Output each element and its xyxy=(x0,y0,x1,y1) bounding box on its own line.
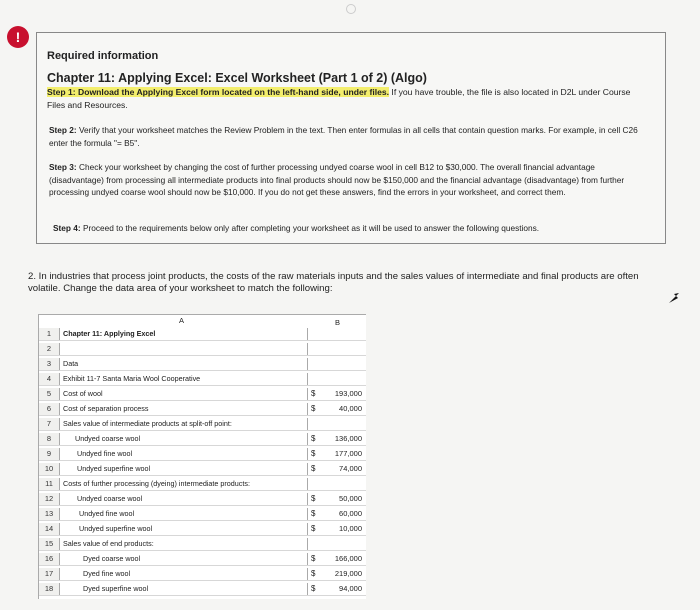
dollar-sign: $ xyxy=(311,554,316,563)
required-information-label: Required information xyxy=(47,50,159,62)
step-2-body: Verify that your worksheet matches the Review Problem in the text. Then enter formulas in all cells that contain question marks. For example, in cell C26 enter the formula "= B5". xyxy=(49,125,638,148)
row-number[interactable]: 12 xyxy=(39,493,60,505)
row-number[interactable]: 9 xyxy=(39,448,60,460)
alert-icon: ! xyxy=(7,26,29,48)
cell-a[interactable]: Undyed coarse wool xyxy=(77,494,143,503)
cell-a[interactable]: Data xyxy=(63,359,79,368)
worksheet-row xyxy=(39,328,366,341)
dollar-sign: $ xyxy=(311,584,316,593)
cell-a[interactable]: Dyed superfine wool xyxy=(83,584,149,593)
cell-a[interactable]: Exhibit 11-7 Santa Maria Wool Cooperative xyxy=(63,374,201,383)
cell-a[interactable]: Undyed fine wool xyxy=(77,449,133,458)
row-number[interactable]: 8 xyxy=(39,433,60,445)
worksheet-row xyxy=(39,508,366,521)
dollar-sign: $ xyxy=(311,404,316,413)
cell-value: 60,000 xyxy=(339,509,362,518)
worksheet-row xyxy=(39,403,366,416)
cell-b[interactable] xyxy=(307,538,366,550)
dollar-sign: $ xyxy=(311,524,316,533)
worksheet-row xyxy=(39,478,366,491)
row-number[interactable]: 15 xyxy=(39,538,60,550)
cell-a[interactable]: Undyed superfine wool xyxy=(79,524,153,533)
worksheet-row xyxy=(39,553,366,566)
cell-a[interactable]: Undyed superfine wool xyxy=(77,464,151,473)
cell-a[interactable]: Dyed fine wool xyxy=(83,569,131,578)
worksheet-row xyxy=(39,568,366,581)
excel-worksheet xyxy=(38,314,366,599)
step-4-label: Step 4: xyxy=(53,223,81,233)
dollar-sign: $ xyxy=(311,389,316,398)
required-information-box xyxy=(36,32,666,244)
cell-b[interactable] xyxy=(307,343,366,355)
chapter-title: Chapter 11: Applying Excel: Excel Worksheet (Part 1 of 2) (Algo) xyxy=(47,71,427,85)
worksheet-row xyxy=(39,463,366,476)
cell-a[interactable]: Cost of wool xyxy=(63,389,103,398)
cell-b[interactable] xyxy=(307,433,366,445)
cell-value: 177,000 xyxy=(334,449,362,458)
cell-a[interactable]: Dyed coarse wool xyxy=(83,554,141,563)
cell-b[interactable] xyxy=(307,373,366,385)
cell-b[interactable] xyxy=(307,448,366,460)
cursor-arrow-icon xyxy=(668,292,680,304)
row-number[interactable]: 6 xyxy=(39,403,60,415)
cell-value: 136,000 xyxy=(334,434,362,443)
cell-b[interactable] xyxy=(307,508,366,520)
worksheet-row xyxy=(39,373,366,386)
step-3-body: Check your worksheet by changing the cost of further processing undyed coarse wool in cell B12 to $30,000. The overall financial advantage (disadvantage) from processing all intermediate products into final products should now be $150,000 and the financial advantage (disadvantage) from further processing undyed coarse wool should now be $10,000. If you do not get these answers, find the errors in your worksheet, and correct them. xyxy=(49,162,625,197)
cell-b[interactable] xyxy=(307,553,366,565)
worksheet-row xyxy=(39,583,366,596)
cell-b[interactable] xyxy=(307,523,366,535)
cell-b[interactable] xyxy=(307,328,366,340)
step-1-highlight[interactable]: Step 1: Download the Applying Excel form located on the left-hand side, under files. xyxy=(47,87,390,97)
worksheet-row xyxy=(39,433,366,446)
row-number[interactable]: 18 xyxy=(39,583,60,595)
worksheet-row xyxy=(39,343,366,356)
cell-a[interactable]: Undyed fine wool xyxy=(79,509,135,518)
cell-value: 94,000 xyxy=(339,584,362,593)
row-number[interactable]: 3 xyxy=(39,358,60,370)
top-decoration-dot xyxy=(346,4,356,14)
cell-a[interactable]: Undyed coarse wool xyxy=(75,434,141,443)
cell-value: 74,000 xyxy=(339,464,362,473)
cell-b[interactable] xyxy=(307,568,366,580)
cell-a[interactable]: Cost of separation process xyxy=(63,404,149,413)
cell-value: 10,000 xyxy=(339,524,362,533)
row-number[interactable]: 16 xyxy=(39,553,60,565)
row-number[interactable]: 13 xyxy=(39,508,60,520)
cell-value: 193,000 xyxy=(334,389,362,398)
row-number[interactable]: 4 xyxy=(39,373,60,385)
row-number[interactable]: 5 xyxy=(39,388,60,400)
question-2-text: 2. In industries that process joint products, the costs of the raw materials inputs and the sales values of intermediate and final products are often volatile. Change the data area of your worksheet to match the following: xyxy=(28,271,639,294)
cell-value: 219,000 xyxy=(334,569,362,578)
row-number[interactable]: 7 xyxy=(39,418,60,430)
row-number[interactable]: 17 xyxy=(39,568,60,580)
cell-b[interactable] xyxy=(307,463,366,475)
worksheet-row xyxy=(39,418,366,431)
worksheet-row xyxy=(39,493,366,506)
row-number[interactable]: 10 xyxy=(39,463,60,475)
cell-value: 40,000 xyxy=(339,404,362,413)
cell-value: 50,000 xyxy=(339,494,362,503)
worksheet-row xyxy=(39,448,366,461)
step-4-text xyxy=(53,222,649,235)
cell-a[interactable]: Costs of further processing (dyeing) intermediate products: xyxy=(63,479,250,488)
row-number[interactable]: 11 xyxy=(39,478,60,490)
column-header-b[interactable]: B xyxy=(335,318,341,327)
row-number[interactable]: 2 xyxy=(39,343,60,355)
step-4-body: Proceed to the requirements below only after completing your worksheet as it will be used to answer the following questions. xyxy=(80,223,540,233)
cell-a[interactable]: Sales value of intermediate products at split-off point: xyxy=(63,419,232,428)
step-1-text xyxy=(47,86,645,112)
cell-b[interactable] xyxy=(307,478,366,490)
worksheet-row xyxy=(39,523,366,536)
dollar-sign: $ xyxy=(311,434,316,443)
step-1-rest: If you have trouble, the file is also located in D2L under Course Files and Resources. xyxy=(47,87,631,110)
cell-b[interactable] xyxy=(307,388,366,400)
dollar-sign: $ xyxy=(311,464,316,473)
step-3-text xyxy=(49,161,645,199)
cell-a[interactable]: Sales value of end products: xyxy=(63,539,154,548)
column-header-a[interactable]: A xyxy=(179,316,185,325)
dollar-sign: $ xyxy=(311,509,316,518)
dollar-sign: $ xyxy=(311,494,316,503)
dollar-sign: $ xyxy=(311,569,316,578)
row-number[interactable]: 1 xyxy=(39,328,60,340)
cell-b[interactable] xyxy=(307,358,366,370)
cell-b[interactable] xyxy=(307,493,366,505)
dollar-sign: $ xyxy=(311,449,316,458)
worksheet-row xyxy=(39,388,366,401)
worksheet-row xyxy=(39,538,366,551)
cell-b[interactable] xyxy=(307,403,366,415)
cell-b[interactable] xyxy=(307,418,366,430)
cell-value: 166,000 xyxy=(334,554,362,563)
step-2-label: Step 2: xyxy=(49,125,77,135)
step-2-text xyxy=(49,124,645,149)
cell-b[interactable] xyxy=(307,583,366,595)
row-number[interactable]: 14 xyxy=(39,523,60,535)
cell-a[interactable]: Chapter 11: Applying Excel xyxy=(63,329,156,338)
step-3-label: Step 3: xyxy=(49,162,77,172)
worksheet-row xyxy=(39,358,366,371)
